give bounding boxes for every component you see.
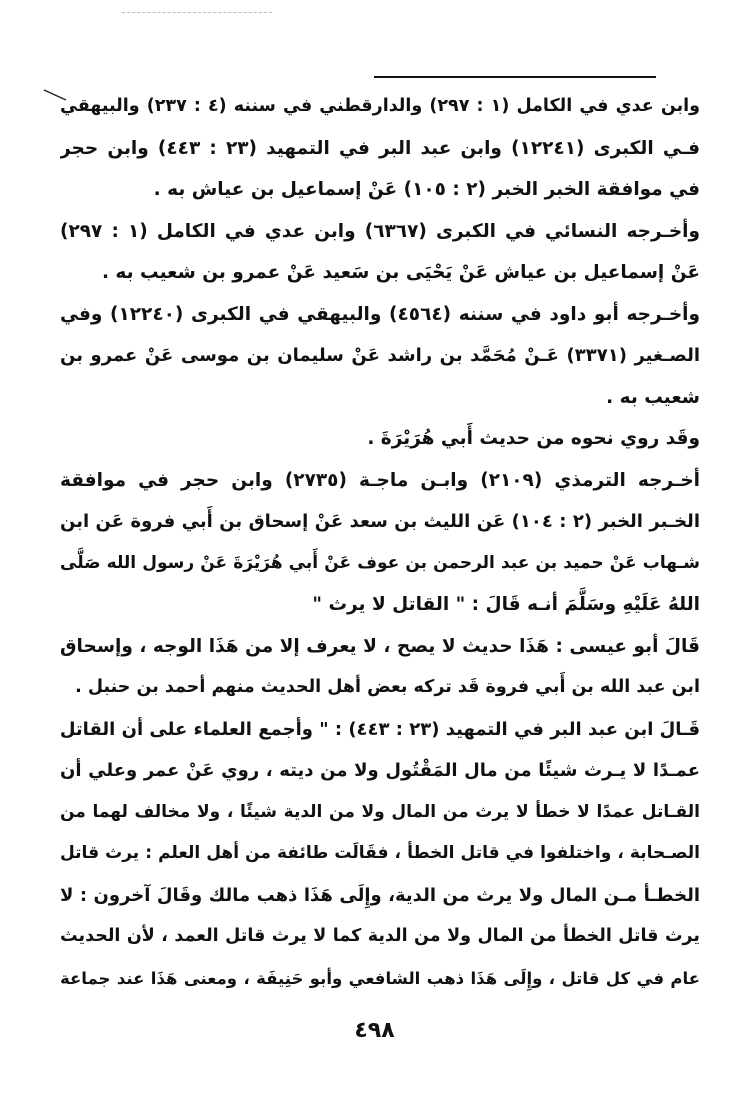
text-line: وأخـرجه النسائي في الكبرى (٦٣٦٧) وابن عدي في الكامل (١ : ٢٩٧) (60, 220, 700, 242)
text-line: في موافقة الخبر الخبر (٢ : ١٠٥) عَنْ إسماعيل بن عياش به . (153, 179, 700, 200)
text-line: الصـحابة ، واختلفوا في قاتل الخطأ ، فقَالَت طائفة من أهل العلم : يرث قاتل (60, 843, 700, 863)
text-line: القـاتل عمدًا لا خطأ لا يرث من المال ولا من الدية شيئًا ، ولا مخالف لهما من (60, 801, 700, 822)
footnote-text-block (60, 86, 700, 999)
text-line: شـهاب عَنْ حميد بن عبد الرحمن بن عوف عَنْ أَبي هُرَيْرَةَ عَنْ رسول الله صَلَّى (60, 552, 700, 573)
scan-artifact-line (122, 12, 272, 13)
text-line: فـي الكبرى (١٢٢٤١) وابن عبد البر في التمهيد (٢٣ : ٤٤٣) وابن حجر (60, 137, 700, 159)
text-line: عام في كل قاتل ، وإِلَى هَذَا ذهب الشافعي وأبو حَنِيفَة ، ومعنى هَذَا عند جماعة (60, 968, 700, 988)
text-line: يرث قاتل الخطأ من المال ولا من الدية كما لا يرث قاتل العمد ، لأن الحديث (60, 926, 700, 946)
text-line: اللهُ عَلَيْهِ وسَلَّمَ أنـه قَالَ : " القاتل لا يرث " (312, 594, 700, 615)
text-line: قَـالَ ابن عبد البر في التمهيد (٢٣ : ٤٤٣) : " وأجمع العلماء على أن القاتل (60, 718, 700, 740)
text-line: شعيب به . (606, 386, 700, 408)
text-line: عمـدًا لا يـرث شيئًا من مال المَقْتُول ولا من ديته ، روي عَنْ عمر وعلي أن (60, 760, 700, 781)
text-line: ابن عبد الله بن أَبي فروة قَد تركه بعض أهل الحديث منهم أحمد بن حنبل . (75, 677, 700, 697)
text-line: وقَد روي نحوه من حديث أَبي هُرَيْرَةَ . (367, 428, 700, 449)
text-line: الخـبر الخبر (٢ : ١٠٤) عَن الليث بن سعد عَنْ إسحاق بن أَبي فروة عَن ابن (60, 511, 700, 532)
footnote-separator (374, 76, 656, 78)
text-line: قَالَ أبو عيسى : هَذَا حديث لا يصح ، لا يعرف إلا من هَذَا الوجه ، وإسحاق (60, 635, 700, 657)
page-number: ٤٩٨ (354, 1018, 395, 1043)
text-line: وأخـرجه أبو داود في سننه (٤٥٦٤) والبيهقي في الكبرى (١٢٢٤٠) وفي (60, 303, 700, 325)
text-line: وابن عدي في الكامل (١ : ٢٩٧) والدارقطني في سننه (٤ : ٢٣٧) والبيهقي (60, 96, 700, 116)
text-line: الصـغير (٣٣٧١) عَـنْ مُحَمَّد بن راشد عَنْ سليمان بن موسى عَنْ عمرو بن (60, 345, 700, 366)
text-line: عَنْ إسماعيل بن عياش عَنْ يَحْيَى بن سَعيد عَنْ عمرو بن شعيب به . (101, 262, 700, 283)
text-line: الخطـأ مـن المال ولا يرث من الدية، وإِلَى هَذَا ذهب مالك وقَالَ آخرون : لا (60, 884, 700, 906)
text-line: أخـرجه الترمذي (٢١٠٩) وابـن ماجـة (٢٧٣٥) وابن حجر في موافقة (60, 469, 700, 491)
